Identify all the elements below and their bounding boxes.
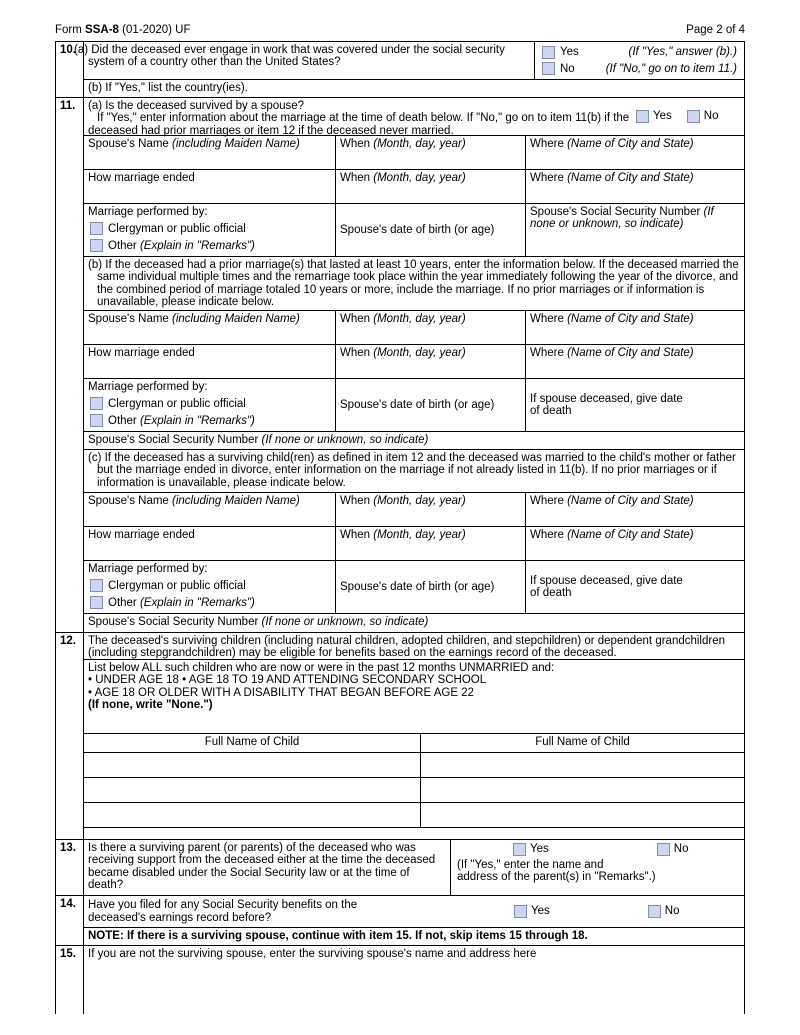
item-10a-question: (a) Did the deceased ever engage in work that was covered under the social security system of a country other than the United States? [84, 42, 535, 79]
spouse-name-label: Spouse's Name [88, 495, 169, 507]
ssn-label: Spouse's Social Security Number [88, 434, 259, 446]
where-note: (Name of City and State) [567, 347, 694, 359]
ssn-note: (If none or unknown, so indicate) [261, 434, 429, 446]
marriage-performed-by-cell [84, 204, 336, 256]
where-label: Where [530, 138, 564, 150]
where-note: (Name of City and State) [567, 172, 694, 184]
item-11b-text: (b) If the deceased had a prior marriage(s) that lasted at least 10 years, enter the information below. If the deceased married the same individual multiple times and the remarriage took place within the year immediately following the year of the divorce, and the combined period of marriage totaled 10 years or more, include the marriage. If no prior marriages or if information is unavailable, please indicate below. [84, 257, 744, 311]
marriage-a-row-1 [84, 136, 744, 170]
no-checkbox-13[interactable] [657, 843, 670, 856]
child-table-row [84, 778, 744, 803]
marriage-c-row-2 [84, 527, 744, 561]
where-note: (Name of City and State) [567, 529, 694, 541]
yes-label-14: Yes [531, 905, 550, 918]
spouse-dob-field[interactable] [336, 561, 526, 613]
clergyman-label: Clergyman or public official [108, 579, 246, 592]
marriage-ended-field[interactable] [84, 527, 336, 560]
spouse-name-field[interactable] [84, 136, 336, 169]
child-name-field[interactable] [84, 778, 421, 802]
country-list-field[interactable] [84, 80, 744, 97]
where-note: (Name of City and State) [567, 138, 694, 150]
performed-by-label: Marriage performed by: [88, 206, 208, 218]
marriage-a-row-3 [84, 204, 744, 257]
spouse-ssn-row-field[interactable] [84, 432, 744, 450]
marriage-ended-field[interactable] [84, 345, 336, 378]
dob-label: Spouse's date of birth (or age) [340, 580, 495, 593]
when-note: (Month, day, year) [373, 313, 466, 325]
no-hint-10a: (If "No," go on to item 11.) [605, 62, 737, 75]
dob-label: Spouse's date of birth (or age) [340, 398, 495, 411]
yes-label-11a: Yes [653, 110, 672, 123]
item-11a-question [84, 98, 636, 135]
item-10-content [74, 42, 744, 97]
item-13-answer [451, 840, 744, 895]
other-option [88, 596, 331, 609]
yes-checkbox-14[interactable] [514, 905, 527, 918]
surviving-spouse-name-address-field[interactable] [84, 946, 744, 1014]
spouse-name-field[interactable] [84, 311, 336, 344]
yes-checkbox-10a[interactable] [542, 46, 555, 59]
item-11-content [84, 98, 744, 632]
ssn-label: Spouse's Social Security Number [88, 616, 259, 628]
ssn-note: (If none or unknown, so indicate) [261, 616, 429, 628]
how-ended-label: How marriage ended [88, 172, 195, 184]
item-14-row [84, 896, 744, 928]
other-option [88, 239, 331, 252]
item-11a-question-line: (a) Is the deceased survived by a spouse? [88, 100, 305, 112]
ssn-note: (If none or unknown, so indicate) [530, 206, 714, 231]
spouse-death-date-field[interactable] [526, 379, 744, 431]
child-name-field[interactable] [421, 778, 744, 802]
where-label: Where [530, 529, 564, 541]
item-13-answer-row [455, 843, 740, 856]
when-note: (Month, day, year) [373, 138, 466, 150]
when-label: When [340, 172, 371, 184]
item-13 [56, 840, 744, 896]
no-checkbox-14[interactable] [648, 905, 661, 918]
death-date-label: If spouse deceased, give date of death [530, 574, 683, 599]
item-10b-label: (b) If "Yes," list the country(ies). [88, 82, 248, 94]
yes-label-10a: Yes [560, 46, 579, 59]
clergyman-option [88, 222, 331, 235]
item-13-number: 13. [56, 840, 84, 895]
children-bullet-2: • AGE 18 OR OLDER WITH A DISABILITY THAT BEGAN BEFORE AGE 22 [88, 686, 474, 699]
no-label-14: No [664, 905, 680, 918]
item-12 [56, 633, 744, 840]
other-label [108, 415, 255, 427]
spouse-name-label: Spouse's Name [88, 313, 169, 325]
item-11a-row [84, 98, 744, 136]
yes-label-13: Yes [530, 843, 549, 856]
performed-by-label: Marriage performed by: [88, 381, 208, 393]
item-15-number: 15. [56, 946, 84, 1014]
marriage-c-row-3 [84, 561, 744, 614]
empty-strip [84, 828, 744, 839]
other-note: (Explain in "Remarks") [139, 414, 255, 427]
other-note: (Explain in "Remarks") [139, 596, 255, 609]
item-10a-no-line [542, 62, 737, 75]
death-date-label: If spouse deceased, give date of death [530, 392, 683, 417]
spouse-ssn-row-field[interactable] [84, 614, 744, 632]
spouse-name-label: Spouse's Name [88, 138, 169, 150]
item-10a-row [74, 42, 744, 80]
item-15 [56, 946, 744, 1014]
yes-checkbox-13[interactable] [513, 843, 526, 856]
other-checkbox[interactable] [90, 414, 103, 427]
spouse-name-field[interactable] [84, 493, 336, 526]
no-label-11a: No [703, 110, 719, 123]
child-table-row [84, 803, 744, 828]
marriage-ended-where-field[interactable] [526, 527, 744, 560]
dob-label: Spouse's date of birth (or age) [340, 223, 495, 236]
note-row: NOTE: If there is a surviving spouse, continue with item 15. If not, skip items 15 through 18. [88, 930, 588, 942]
page-number: Page 2 of 4 [686, 24, 745, 36]
where-note: (Name of City and State) [567, 495, 694, 507]
item-13-question: Is there a surviving parent (or parents) of the deceased who was receiving support from the deceased either at the time the deceased became disabled under the Social Security law or at the time of death? [84, 840, 451, 895]
spouse-dob-field[interactable] [336, 204, 526, 256]
when-note: (Month, day, year) [373, 347, 466, 359]
child-table-header [84, 734, 744, 753]
child-name-header-right: Full Name of Child [535, 736, 630, 748]
where-label: Where [530, 347, 564, 359]
spouse-name-note: (including Maiden Name) [172, 138, 300, 150]
no-checkbox-11a[interactable] [687, 110, 700, 123]
item-10a-yes-line [542, 46, 737, 59]
other-label-text: Other [108, 414, 137, 427]
none-note: (If none, write "None.") [88, 699, 213, 712]
where-label: Where [530, 313, 564, 325]
no-label-10a: No [560, 62, 575, 75]
when-label: When [340, 347, 371, 359]
ssn-label: Spouse's Social Security Number [530, 206, 701, 218]
marriage-ended-field[interactable] [84, 170, 336, 203]
marriage-b-row-1 [84, 311, 744, 345]
where-label: Where [530, 172, 564, 184]
yes-hint-10a: (If "Yes," answer (b).) [628, 46, 737, 59]
item-10a-answer [535, 42, 744, 79]
item-15-label: If you are not the surviving spouse, enter the surviving spouse's name and address here [88, 948, 537, 960]
how-ended-label: How marriage ended [88, 347, 195, 359]
item-10 [56, 42, 744, 98]
children-list-lead: List below ALL such children who are now or were in the past 12 months UNMARRIED and: [88, 662, 555, 674]
clergyman-option [88, 397, 331, 410]
marriage-ended-when-field[interactable] [336, 345, 526, 378]
page-header [55, 24, 745, 40]
child-name-field[interactable] [421, 753, 744, 777]
clergyman-checkbox[interactable] [90, 222, 103, 235]
other-label [108, 240, 255, 252]
clergyman-checkbox[interactable] [90, 579, 103, 592]
clergyman-option [88, 579, 331, 592]
other-note: (Explain in "Remarks") [139, 239, 255, 252]
spouse-name-note: (including Maiden Name) [172, 313, 300, 325]
marriage-when-field[interactable] [336, 136, 526, 169]
item-14-number: 14. [56, 896, 84, 945]
other-option [88, 414, 331, 427]
child-name-field[interactable] [421, 803, 744, 827]
other-label [108, 597, 255, 609]
marriage-performed-by-cell [84, 379, 336, 431]
item-11a-answer [636, 98, 744, 135]
form-body [55, 41, 745, 1014]
item-14 [56, 896, 744, 946]
marriage-when-field[interactable] [336, 311, 526, 344]
form-id-suffix: (01-2020) UF [122, 24, 191, 36]
form-id-prefix: Form [55, 24, 82, 36]
marriage-ended-when-field[interactable] [336, 170, 526, 203]
item-11 [56, 98, 744, 633]
when-label: When [340, 495, 371, 507]
marriage-ended-when-field[interactable] [336, 527, 526, 560]
item-13-hint-line-2: address of the parent(s) in "Remarks".) [457, 871, 656, 884]
form-id [55, 24, 191, 36]
item-13-hint-line-1: (If "Yes," enter the name and [457, 859, 604, 871]
where-note: (Name of City and State) [567, 313, 694, 325]
spouse-dob-field[interactable] [336, 379, 526, 431]
when-label: When [340, 138, 371, 150]
item-12-content [84, 633, 744, 839]
no-checkbox-10a[interactable] [542, 62, 555, 75]
child-table-row [84, 753, 744, 778]
child-name-field[interactable] [84, 803, 421, 827]
item-14-question: Have you filed for any Social Security benefits on the deceased's earnings record before? [88, 899, 358, 924]
item-12-instructions [84, 660, 744, 734]
marriage-b-row-2 [84, 345, 744, 379]
child-name-field[interactable] [84, 753, 421, 777]
item-13-content [84, 840, 744, 895]
item-14-content [84, 896, 744, 945]
marriage-ended-where-field[interactable] [526, 345, 744, 378]
when-note: (Month, day, year) [373, 495, 466, 507]
item-13-hint [455, 859, 740, 884]
item-11a-instruction: If "Yes," enter information about the marriage at the time of death below. If "No," go on to item 11(b) if the deceased had prior marriages or item 12 if the deceased never married. [88, 112, 630, 137]
item-12-intro: The deceased's surviving children (including natural children, adopted children, and stepchildren) or dependent grandchildren (including stepgrandchildren) may be eligible for benefits based on the earnings record of the deceased. [84, 633, 744, 660]
marriage-where-field[interactable] [526, 493, 744, 526]
other-checkbox[interactable] [90, 596, 103, 609]
marriage-when-field[interactable] [336, 493, 526, 526]
other-label-text: Other [108, 239, 137, 252]
child-name-header-left: Full Name of Child [84, 734, 421, 752]
children-bullet-1: • UNDER AGE 18 • AGE 18 TO 19 AND ATTENDING SECONDARY SCHOOL [88, 674, 487, 687]
marriage-b-row-3 [84, 379, 744, 432]
item-11c-text: (c) If the deceased has a surviving child(ren) as defined in item 12 and the deceased was married to the child's mother or father but the marriage ended in divorce, enter information on the marriage if not already listed in 11(b). If no prior marriages or if information is unavailable, please indicate below. [84, 450, 744, 493]
item-10-number: 10. [56, 42, 84, 97]
form-number: SSA-8 [85, 24, 119, 36]
when-note: (Month, day, year) [373, 529, 466, 541]
yes-checkbox-11a[interactable] [636, 110, 649, 123]
how-ended-label: How marriage ended [88, 529, 195, 541]
item-11-number: 11. [56, 98, 84, 632]
marriage-where-field[interactable] [526, 311, 744, 344]
marriage-where-field[interactable] [526, 136, 744, 169]
clergyman-checkbox[interactable] [90, 397, 103, 410]
clergyman-label: Clergyman or public official [108, 222, 246, 235]
no-label-13: No [673, 843, 689, 856]
when-note: (Month, day, year) [373, 172, 466, 184]
spouse-ssn-field[interactable] [526, 204, 744, 256]
other-checkbox[interactable] [90, 239, 103, 252]
item-12-number: 12. [56, 633, 84, 839]
spouse-death-date-field[interactable] [526, 561, 744, 613]
spouse-name-note: (including Maiden Name) [172, 495, 300, 507]
when-label: When [340, 529, 371, 541]
other-label-text: Other [108, 596, 137, 609]
clergyman-label: Clergyman or public official [108, 397, 246, 410]
where-label: Where [530, 495, 564, 507]
marriage-c-row-1 [84, 493, 744, 527]
marriage-a-row-2 [84, 170, 744, 204]
performed-by-label: Marriage performed by: [88, 563, 208, 575]
marriage-performed-by-cell [84, 561, 336, 613]
marriage-ended-where-field[interactable] [526, 170, 744, 203]
when-label: When [340, 313, 371, 325]
